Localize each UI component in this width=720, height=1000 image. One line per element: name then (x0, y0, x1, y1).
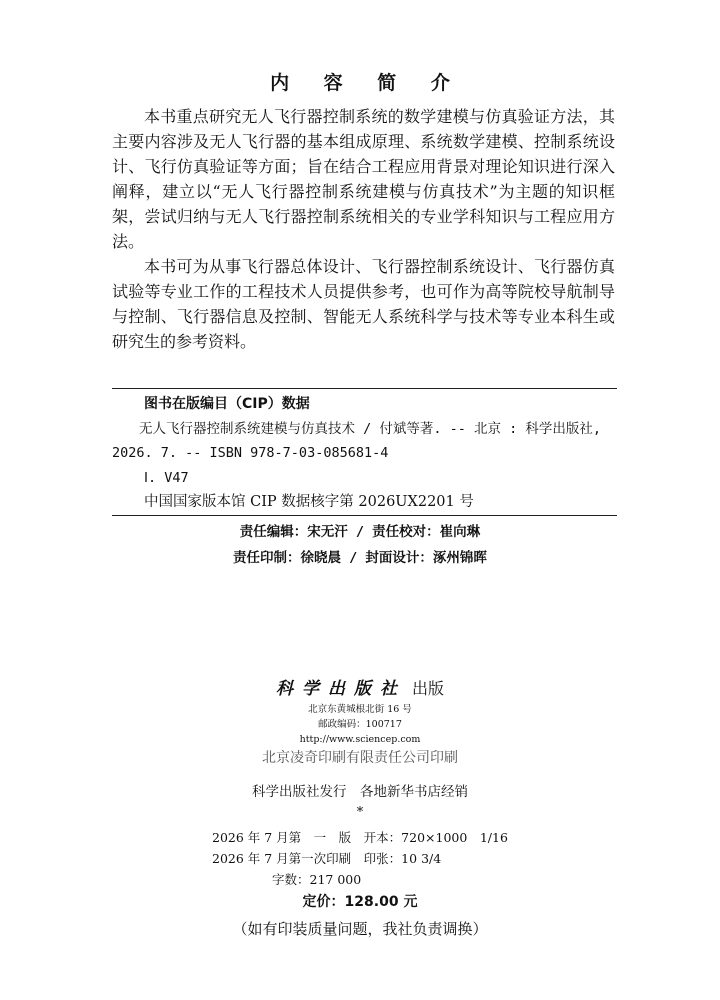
quality-notice: （如有印装质量问题，我社负责调换） (232, 920, 488, 938)
publisher-line (0, 676, 720, 702)
edition-line-3: 字数：217 000 (272, 872, 362, 887)
cip-classification: Ⅰ. V47 (144, 469, 189, 486)
cip-verification: 中国国家版本馆 CIP 数据核字第 2026UX2201 号 (144, 494, 474, 510)
credits-editors: 责任编辑：宋无汗 / 责任校对：崔向琳 (239, 524, 481, 540)
price: 定价：128.00 元 (302, 894, 418, 910)
edition-line-1: 2026 年 7 月第 一 版 开本：720×1000 1/16 (212, 830, 508, 845)
cip-block (112, 392, 617, 515)
separator-star: * (356, 805, 364, 820)
printer-line: 北京凌奇印刷有限责任公司印刷 (262, 750, 458, 766)
publisher-postcode: 邮政编码：100717 (318, 719, 402, 730)
cip-heading: 图书在版编目（CIP）数据 (144, 396, 310, 412)
publisher-block (0, 676, 720, 747)
credits (0, 519, 720, 571)
intro-paragraph-2: 本书可为从事飞行器总体设计、飞行器控制系统设计、飞行器仿真试验等专业工作的工程技术人员提供参考，也可作为高等院校导航制导与控制、飞行器信息及控制、智能无人系统科学与技术等专业本科生或研究生的参考资料。 (112, 257, 615, 351)
cip-top-rule (112, 388, 617, 389)
cip-bottom-rule (112, 515, 617, 516)
publisher-suffix: 出版 (411, 679, 444, 698)
publisher-address: 北京东黄城根北街 16 号 (308, 704, 412, 715)
credits-production: 责任印制：徐晓晨 / 封面设计：涿州锦晖 (233, 550, 487, 566)
intro-paragraph-1: 本书重点研究无人飞行器控制系统的数学建模与仿真验证方法，其主要内容涉及无人飞行器的基本组成原理、系统数学建模、控制系统设计、飞行仿真验证等方面；旨在结合工程应用背景对理论知识进行深入阐释，建立以“无人飞行器控制系统建模与仿真技术”为主题的知识框架，尝试归纳与无人飞行器控制系统相关的专业学科知识与工程应用方法。 (112, 107, 615, 251)
cip-record: 无人飞行器控制系统建模与仿真技术 / 付斌等著. -- 北京 : 科学出版社, 2026. 7. -- ISBN 978-7-03-085681-4 (112, 420, 602, 461)
publisher-name: 科学出版社 (275, 679, 406, 699)
edition-info (212, 827, 612, 890)
page-title: 内 容 简 介 (270, 72, 464, 94)
publisher-website: http://www.sciencep.com (299, 734, 421, 745)
distribution-line: 科学出版社发行 各地新华书店经销 (252, 784, 468, 800)
introduction (112, 104, 615, 354)
edition-line-2: 2026 年 7 月第一次印刷 印张：10 3/4 (212, 851, 442, 866)
